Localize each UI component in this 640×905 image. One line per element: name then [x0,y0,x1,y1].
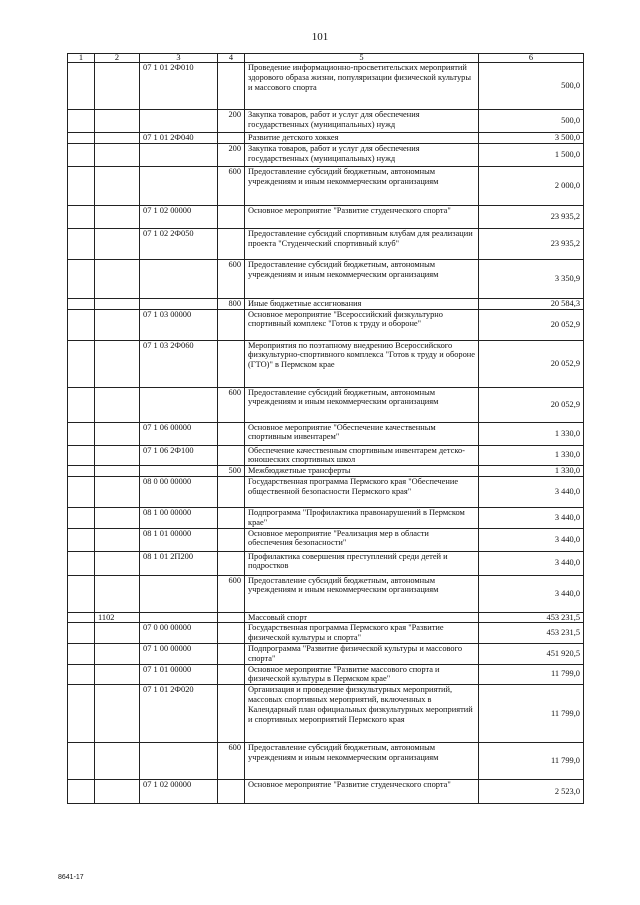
amount-cell: 20 584,3 [479,298,584,309]
amount-cell: 11 799,0 [479,664,584,685]
col-1-cell [68,507,95,528]
table-row [68,133,584,144]
expense-type-cell: 600 [218,259,245,298]
expense-type-cell [218,685,245,743]
expense-type-cell: 200 [218,143,245,166]
table-row [68,685,584,743]
target-article-cell: 07 1 03 00000 [140,309,218,340]
table-row [68,309,584,340]
target-article-cell: 07 1 06 00000 [140,422,218,445]
description-cell: Иные бюджетные ассигнования [245,298,479,309]
amount-cell: 20 052,9 [479,309,584,340]
expense-type-cell [218,528,245,551]
expense-type-cell [218,664,245,685]
description-cell: Предоставление субсидий бюджетным, автономным учреждениям и иным некоммерческим организациям [245,387,479,422]
amount-cell: 3 440,0 [479,575,584,612]
description-cell: Закупка товаров, работ и услуг для обеспечения государственных (муниципальных) нужд [245,110,479,133]
col-1-cell [68,780,95,804]
description-cell: Основное мероприятие "Развитие массового спорта и физической культуры в Пермском крае" [245,664,479,685]
section-code-cell [95,387,140,422]
amount-cell: 1 500,0 [479,143,584,166]
amount-cell: 3 350,9 [479,259,584,298]
table-row [68,643,584,664]
target-article-cell [140,259,218,298]
table-row [68,110,584,133]
header-col-2: 2 [95,54,140,63]
description-cell: Государственная программа Пермского края "Развитие физической культуры и спорта" [245,623,479,644]
target-article-cell: 08 1 01 00000 [140,528,218,551]
description-cell: Подпрограмма "Профилактика правонарушений в Пермском крае" [245,507,479,528]
amount-cell: 23 935,2 [479,205,584,228]
col-1-cell [68,664,95,685]
description-cell: Развитие детского хоккея [245,133,479,144]
table-row [68,205,584,228]
target-article-cell [140,466,218,477]
target-article-cell: 08 1 01 2П200 [140,551,218,575]
section-code-cell [95,780,140,804]
header-col-5: 5 [245,54,479,63]
section-code-cell [95,743,140,780]
table-row [68,259,584,298]
table-row [68,63,584,110]
header-col-4: 4 [218,54,245,63]
description-cell: Основное мероприятие "Всероссийский физкультурно спортивный комплекс "Готов к труду и обороне" [245,309,479,340]
target-article-cell: 07 0 00 00000 [140,623,218,644]
section-code-cell [95,685,140,743]
description-cell: Основное мероприятие "Обеспечение качественным спортивным инвентарем" [245,422,479,445]
expense-type-cell: 600 [218,166,245,205]
section-code-cell [95,166,140,205]
section-code-cell [95,445,140,466]
table-row [68,664,584,685]
target-article-cell [140,575,218,612]
target-article-cell [140,298,218,309]
amount-cell: 451 920,5 [479,643,584,664]
description-cell: Государственная программа Пермского края "Обеспечение общественной безопасности Пермского края" [245,476,479,507]
description-cell: Массовый спорт [245,612,479,623]
section-code-cell [95,528,140,551]
section-code-cell [95,664,140,685]
target-article-cell: 07 1 00 00000 [140,643,218,664]
section-code-cell [95,309,140,340]
amount-cell: 453 231,5 [479,612,584,623]
expense-type-cell [218,340,245,387]
target-article-cell [140,387,218,422]
expense-type-cell [218,643,245,664]
target-article-cell: 07 1 02 00000 [140,780,218,804]
target-article-cell: 07 1 01 2Ф010 [140,63,218,110]
col-1-cell [68,298,95,309]
description-cell: Обеспечение качественным спортивным инвентарем детско-юношеских спортивных школ [245,445,479,466]
table-row [68,551,584,575]
expense-type-cell [218,507,245,528]
target-article-cell: 08 1 00 00000 [140,507,218,528]
section-code-cell [95,205,140,228]
expense-type-cell [218,205,245,228]
section-code-cell [95,110,140,133]
target-article-cell: 07 1 01 2Ф020 [140,685,218,743]
table-row [68,743,584,780]
col-1-cell [68,340,95,387]
amount-cell: 3 440,0 [479,476,584,507]
amount-cell: 3 440,0 [479,507,584,528]
section-code-cell [95,259,140,298]
table-header [68,54,584,63]
target-article-cell: 07 1 03 2Ф060 [140,340,218,387]
col-1-cell [68,387,95,422]
col-1-cell [68,422,95,445]
amount-cell: 1 330,0 [479,445,584,466]
amount-cell: 2 523,0 [479,780,584,804]
description-cell: Мероприятия по поэтапному внедрению Всероссийского физкультурно-спортивного комплекса "Готов к труду и обороне (ГТО)" в Пермском крае [245,340,479,387]
table-row [68,228,584,259]
expense-type-cell [218,63,245,110]
expense-type-cell [218,228,245,259]
description-cell: Организация и проведение физкультурных мероприятий, массовых спортивных мероприятий, включенных в Календарный план официальных физкультурных мероприятий и спортивных мероприятий Пермского края [245,685,479,743]
col-1-cell [68,259,95,298]
amount-cell: 1 330,0 [479,422,584,445]
amount-cell: 20 052,9 [479,387,584,422]
table-row [68,387,584,422]
section-code-cell [95,575,140,612]
amount-cell: 2 000,0 [479,166,584,205]
amount-cell: 20 052,9 [479,340,584,387]
amount-cell: 1 330,0 [479,466,584,477]
description-cell: Основное мероприятие "Развитие студенческого спорта" [245,780,479,804]
table-row [68,528,584,551]
description-cell: Межбюджетные трансферты [245,466,479,477]
section-code-cell: 1102 [95,612,140,623]
header-col-6: 6 [479,54,584,63]
col-1-cell [68,551,95,575]
header-row [68,54,584,63]
expense-type-cell [218,780,245,804]
col-1-cell [68,623,95,644]
target-article-cell: 07 1 01 2Ф040 [140,133,218,144]
col-1-cell [68,643,95,664]
target-article-cell [140,166,218,205]
description-cell: Основное мероприятие "Реализация мер в области обеспечения безопасности" [245,528,479,551]
expense-type-cell [218,133,245,144]
page-number: 101 [311,31,329,43]
target-article-cell: 07 1 02 00000 [140,205,218,228]
expense-type-cell: 200 [218,110,245,133]
table-row [68,575,584,612]
col-1-cell [68,166,95,205]
description-cell: Подпрограмма "Развитие физической культуры и массового спорта" [245,643,479,664]
section-code-cell [95,133,140,144]
expense-type-cell [218,476,245,507]
target-article-cell: 07 1 01 00000 [140,664,218,685]
table-row [68,466,584,477]
footer-code: 8641-17 [58,874,84,881]
description-cell: Основное мероприятие "Развитие студенческого спорта" [245,205,479,228]
table-row [68,143,584,166]
budget-table [67,53,584,804]
table-body [68,63,584,804]
col-1-cell [68,445,95,466]
col-1-cell [68,63,95,110]
table-row [68,298,584,309]
section-code-cell [95,507,140,528]
description-cell: Предоставление субсидий спортивным клубам для реализации проекта "Студенческий спортивный клуб" [245,228,479,259]
table-row [68,340,584,387]
description-cell: Проведение информационно-просветительских мероприятий здорового образа жизни, популяризации физической культуры и массового спорта [245,63,479,110]
table-row [68,445,584,466]
section-code-cell [95,466,140,477]
expense-type-cell [218,551,245,575]
section-code-cell [95,340,140,387]
target-article-cell: 07 1 02 2Ф050 [140,228,218,259]
expense-type-cell: 600 [218,575,245,612]
col-1-cell [68,685,95,743]
amount-cell: 3 500,0 [479,133,584,144]
header-col-3: 3 [140,54,218,63]
col-1-cell [68,476,95,507]
section-code-cell [95,551,140,575]
description-cell: Предоставление субсидий бюджетным, автономным учреждениям и иным некоммерческим организациям [245,575,479,612]
section-code-cell [95,228,140,259]
col-1-cell [68,612,95,623]
col-1-cell [68,228,95,259]
table-row [68,612,584,623]
description-cell: Закупка товаров, работ и услуг для обеспечения государственных (муниципальных) нужд [245,143,479,166]
target-article-cell: 07 1 06 2Ф100 [140,445,218,466]
section-code-cell [95,476,140,507]
expense-type-cell: 600 [218,743,245,780]
section-code-cell [95,422,140,445]
header-col-1: 1 [68,54,95,63]
section-code-cell [95,623,140,644]
target-article-cell: 08 0 00 00000 [140,476,218,507]
description-cell: Предоставление субсидий бюджетным, автономным учреждениям и иным некоммерческим организациям [245,259,479,298]
col-1-cell [68,466,95,477]
target-article-cell [140,612,218,623]
col-1-cell [68,143,95,166]
table-row [68,422,584,445]
section-code-cell [95,643,140,664]
expense-type-cell [218,623,245,644]
col-1-cell [68,743,95,780]
col-1-cell [68,528,95,551]
target-article-cell [140,743,218,780]
table-row [68,476,584,507]
section-code-cell [95,63,140,110]
target-article-cell [140,110,218,133]
expense-type-cell: 500 [218,466,245,477]
amount-cell: 453 231,5 [479,623,584,644]
col-1-cell [68,309,95,340]
expense-type-cell [218,612,245,623]
expense-type-cell [218,422,245,445]
description-cell: Предоставление субсидий бюджетным, автономным учреждениям и иным некоммерческим организациям [245,743,479,780]
col-1-cell [68,110,95,133]
expense-type-cell: 600 [218,387,245,422]
amount-cell: 3 440,0 [479,551,584,575]
amount-cell: 11 799,0 [479,685,584,743]
table-row [68,507,584,528]
description-cell: Профилактика совершения преступлений среди детей и подростков [245,551,479,575]
amount-cell: 23 935,2 [479,228,584,259]
section-code-cell [95,143,140,166]
col-1-cell [68,133,95,144]
section-code-cell [95,298,140,309]
table-row [68,623,584,644]
amount-cell: 3 440,0 [479,528,584,551]
expense-type-cell [218,445,245,466]
col-1-cell [68,575,95,612]
amount-cell: 500,0 [479,110,584,133]
amount-cell: 11 799,0 [479,743,584,780]
expense-type-cell: 800 [218,298,245,309]
table-row [68,166,584,205]
amount-cell: 500,0 [479,63,584,110]
expense-type-cell [218,309,245,340]
table-row [68,780,584,804]
description-cell: Предоставление субсидий бюджетным, автономным учреждениям и иным некоммерческим организациям [245,166,479,205]
col-1-cell [68,205,95,228]
target-article-cell [140,143,218,166]
